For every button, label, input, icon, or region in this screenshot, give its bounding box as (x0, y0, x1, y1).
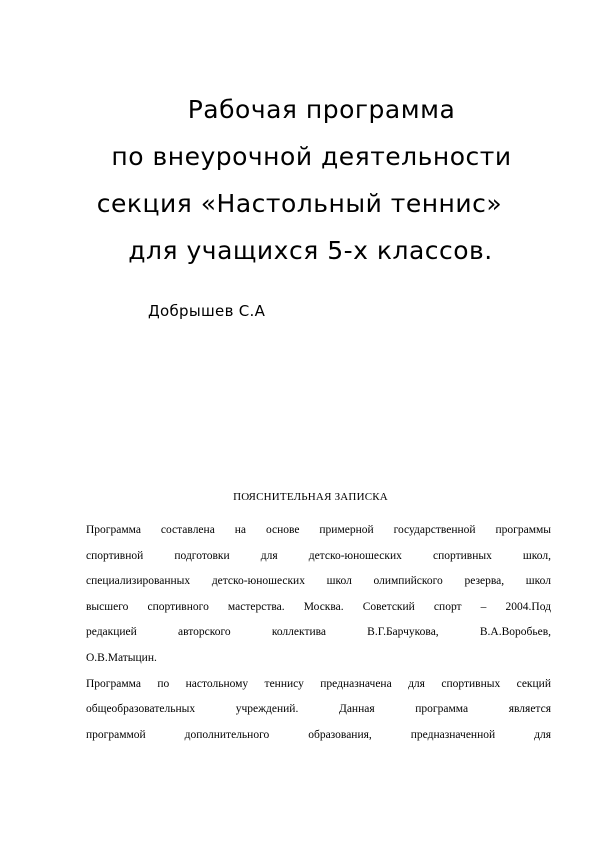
body-text (86, 518, 551, 748)
title-line-3: секция «Настольный теннис» (96, 189, 503, 218)
title-line-2: по внеурочной деятельности (111, 142, 512, 171)
body-line: высшего спортивного мастерства. Москва. Советский спорт – 2004.Под (86, 600, 551, 613)
body-line: общеобразовательных учреждений. Данная программа является (86, 703, 551, 716)
title-line-1: Рабочая программа (187, 95, 456, 124)
body-line: программой дополнительного образования, предназначенной для (86, 728, 551, 741)
body-line: спортивной подготовки для детско-юношеских спортивных школ, (86, 549, 551, 562)
body-line: Программа составлена на основе примерной государственной программы (86, 524, 551, 536)
body-line: Программа по настольному теннису предназначена для спортивных секций (86, 677, 551, 690)
body-line: специализированных детско-юношеских школ олимпийского резерва, школ (86, 575, 551, 588)
author-name: Добрышев С.А (148, 302, 266, 320)
title-line-4: для учащихся 5-х классов. (128, 236, 493, 265)
section-heading: ПОЯСНИТЕЛЬНАЯ ЗАПИСКА (233, 491, 388, 503)
body-line: редакцией авторского коллектива В.Г.Барчукова, В.А.Воробьев, (86, 626, 551, 639)
body-line: О.В.Матыцин. (86, 651, 157, 664)
document-title (0, 86, 595, 274)
